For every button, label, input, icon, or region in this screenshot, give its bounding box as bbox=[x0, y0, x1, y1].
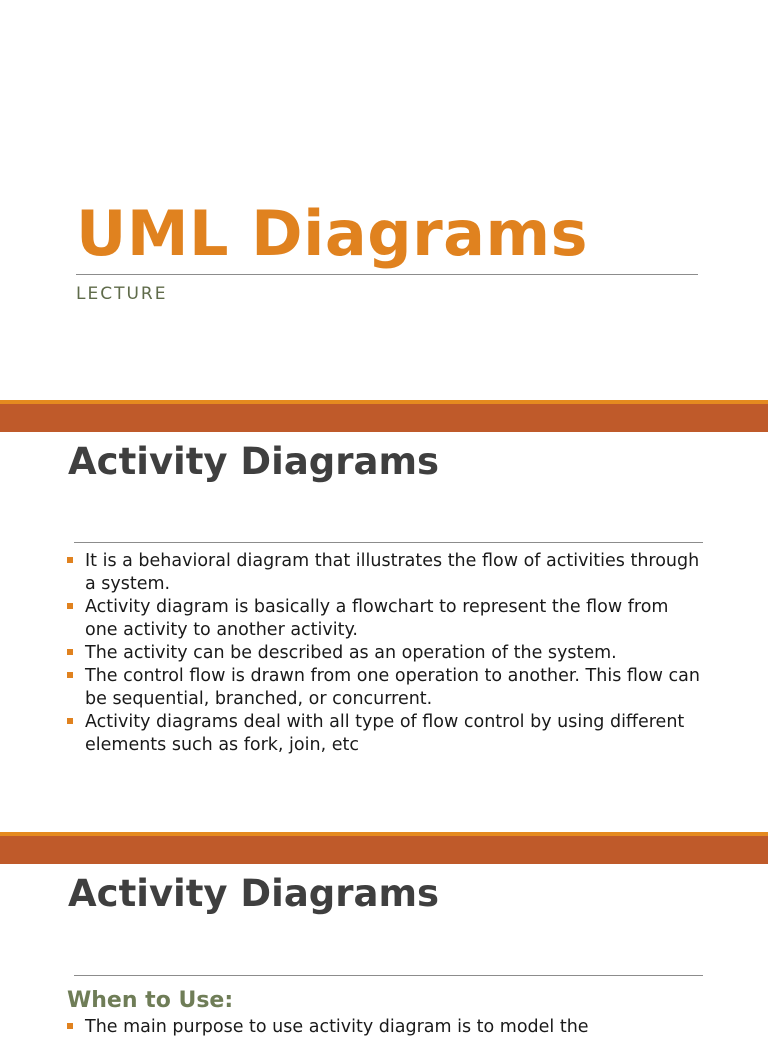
square-bullet-icon bbox=[67, 718, 73, 724]
square-bullet-icon bbox=[67, 603, 73, 609]
slide-title: Activity Diagrams bbox=[68, 872, 440, 915]
title-slide bbox=[0, 0, 768, 400]
bullet-text: The main purpose to use activity diagram is to model the bbox=[85, 1017, 589, 1037]
slide-title-rule bbox=[74, 975, 703, 976]
bullet-text: The activity can be described as an operation of the system. bbox=[85, 643, 617, 663]
slide-title-rule bbox=[74, 542, 703, 543]
presentation-title: UML Diagrams bbox=[76, 197, 588, 270]
bullet-text: Activity diagrams deal with all type of flow control by using different elements such as fork, join, etc bbox=[85, 712, 685, 755]
list-item bbox=[66, 642, 706, 665]
list-item bbox=[66, 550, 706, 596]
divider-rust-stripe bbox=[0, 836, 768, 864]
list-item bbox=[66, 711, 706, 757]
list-item bbox=[66, 596, 706, 642]
slide-title: Activity Diagrams bbox=[68, 440, 440, 483]
list-item bbox=[66, 1016, 706, 1039]
bullet-text: It is a behavioral diagram that illustrates the flow of activities through a system. bbox=[85, 551, 700, 594]
bullet-list bbox=[66, 550, 706, 757]
bullet-text: The control flow is drawn from one operation to another. This flow can be sequential, branched, or concurrent. bbox=[85, 666, 700, 709]
square-bullet-icon bbox=[67, 557, 73, 563]
divider-rust-stripe bbox=[0, 404, 768, 432]
title-divider bbox=[76, 274, 698, 275]
presentation-subtitle: LECTURE bbox=[76, 284, 168, 304]
list-item bbox=[66, 665, 706, 711]
square-bullet-icon bbox=[67, 649, 73, 655]
bullet-text: Activity diagram is basically a flowchart to represent the flow from one activity to another activity. bbox=[85, 597, 669, 640]
bullet-list bbox=[66, 1016, 706, 1039]
slide-divider-band bbox=[0, 832, 768, 864]
slide-divider-band bbox=[0, 400, 768, 432]
square-bullet-icon bbox=[67, 672, 73, 678]
when-to-use-heading: When to Use: bbox=[67, 988, 234, 1013]
